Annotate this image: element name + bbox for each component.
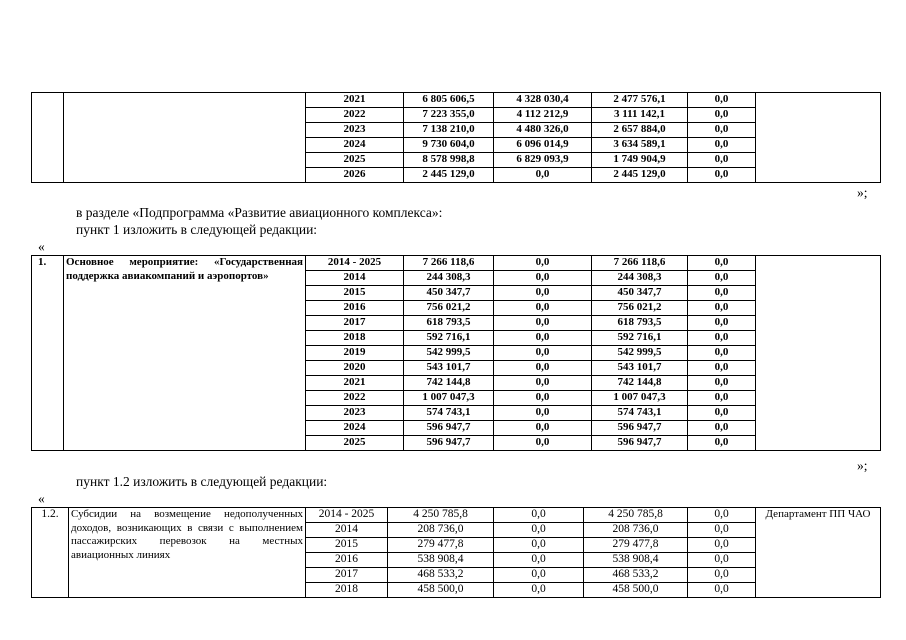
total-cell: 1 007 047,3 bbox=[404, 391, 494, 406]
other-cell: 0,0 bbox=[688, 108, 756, 123]
regional-cell: 3 634 589,1 bbox=[592, 138, 688, 153]
other-cell: 0,0 bbox=[688, 391, 756, 406]
other-cell: 0,0 bbox=[688, 523, 756, 538]
regional-cell: 458 500,0 bbox=[584, 583, 688, 598]
other-cell: 0,0 bbox=[688, 301, 756, 316]
year-cell: 2021 bbox=[306, 93, 404, 108]
opening-quote: « bbox=[38, 491, 45, 506]
total-cell: 574 743,1 bbox=[404, 406, 494, 421]
other-cell: 0,0 bbox=[688, 553, 756, 568]
regional-cell: 596 947,7 bbox=[592, 421, 688, 436]
regional-cell: 1 007 047,3 bbox=[592, 391, 688, 406]
other-cell: 0,0 bbox=[688, 568, 756, 583]
regional-cell: 596 947,7 bbox=[592, 436, 688, 451]
total-cell: 596 947,7 bbox=[404, 436, 494, 451]
other-cell: 0,0 bbox=[688, 538, 756, 553]
total-cell: 538 908,4 bbox=[388, 553, 494, 568]
federal-cell: 0,0 bbox=[494, 538, 584, 553]
year-cell: 2014 bbox=[306, 271, 404, 286]
federal-cell: 0,0 bbox=[494, 376, 592, 391]
federal-cell: 0,0 bbox=[494, 346, 592, 361]
total-cell: 2 445 129,0 bbox=[404, 168, 494, 183]
table-row bbox=[32, 508, 881, 523]
year-cell: 2023 bbox=[306, 406, 404, 421]
total-cell: 7 138 210,0 bbox=[404, 123, 494, 138]
section-instruction: в разделе «Подпрограмма «Развитие авиационного комплекса»: bbox=[76, 205, 443, 220]
other-cell: 0,0 bbox=[688, 406, 756, 421]
other-cell: 0,0 bbox=[688, 361, 756, 376]
regional-cell: 450 347,7 bbox=[592, 286, 688, 301]
total-cell: 7 266 118,6 bbox=[404, 256, 494, 271]
total-cell: 468 533,2 bbox=[388, 568, 494, 583]
federal-cell: 0,0 bbox=[494, 421, 592, 436]
federal-cell: 0,0 bbox=[494, 301, 592, 316]
federal-cell: 4 112 212,9 bbox=[494, 108, 592, 123]
year-cell: 2018 bbox=[306, 583, 388, 598]
regional-cell: 468 533,2 bbox=[584, 568, 688, 583]
federal-cell: 0,0 bbox=[494, 508, 584, 523]
executor-cell bbox=[756, 256, 881, 451]
total-cell: 542 999,5 bbox=[404, 346, 494, 361]
regional-cell: 542 999,5 bbox=[592, 346, 688, 361]
funding-table-continuation bbox=[31, 92, 881, 183]
year-cell: 2018 bbox=[306, 331, 404, 346]
regional-cell: 618 793,5 bbox=[592, 316, 688, 331]
regional-cell: 4 250 785,8 bbox=[584, 508, 688, 523]
federal-cell: 0,0 bbox=[494, 256, 592, 271]
year-cell: 2014 - 2025 bbox=[306, 256, 404, 271]
federal-cell: 0,0 bbox=[494, 583, 584, 598]
total-cell: 592 716,1 bbox=[404, 331, 494, 346]
federal-cell: 0,0 bbox=[494, 286, 592, 301]
year-cell: 2023 bbox=[306, 123, 404, 138]
table-row bbox=[32, 93, 881, 108]
regional-cell: 742 144,8 bbox=[592, 376, 688, 391]
year-cell: 2026 bbox=[306, 168, 404, 183]
year-cell: 2022 bbox=[306, 108, 404, 123]
year-cell: 2017 bbox=[306, 568, 388, 583]
federal-cell: 4 328 030,4 bbox=[494, 93, 592, 108]
total-cell: 6 805 606,5 bbox=[404, 93, 494, 108]
total-cell: 543 101,7 bbox=[404, 361, 494, 376]
other-cell: 0,0 bbox=[688, 153, 756, 168]
regional-cell: 2 477 576,1 bbox=[592, 93, 688, 108]
year-cell: 2022 bbox=[306, 391, 404, 406]
federal-cell: 0,0 bbox=[494, 406, 592, 421]
year-cell: 2025 bbox=[306, 436, 404, 451]
year-cell: 2024 bbox=[306, 138, 404, 153]
year-cell: 2021 bbox=[306, 376, 404, 391]
item-name: Основное мероприятие: «Государственная поддержка авиакомпаний и аэропортов» bbox=[64, 256, 306, 451]
item-name bbox=[64, 93, 306, 183]
executor-cell bbox=[756, 93, 881, 183]
year-cell: 2015 bbox=[306, 538, 388, 553]
federal-cell: 6 096 014,9 bbox=[494, 138, 592, 153]
other-cell: 0,0 bbox=[688, 421, 756, 436]
total-cell: 208 736,0 bbox=[388, 523, 494, 538]
federal-cell: 0,0 bbox=[494, 553, 584, 568]
regional-cell: 2 657 884,0 bbox=[592, 123, 688, 138]
total-cell: 742 144,8 bbox=[404, 376, 494, 391]
other-cell: 0,0 bbox=[688, 316, 756, 331]
year-cell: 2020 bbox=[306, 361, 404, 376]
federal-cell: 0,0 bbox=[494, 361, 592, 376]
year-cell: 2016 bbox=[306, 301, 404, 316]
year-cell: 2019 bbox=[306, 346, 404, 361]
other-cell: 0,0 bbox=[688, 583, 756, 598]
total-cell: 244 308,3 bbox=[404, 271, 494, 286]
item-index bbox=[32, 93, 64, 183]
year-cell: 2025 bbox=[306, 153, 404, 168]
other-cell: 0,0 bbox=[688, 256, 756, 271]
regional-cell: 208 736,0 bbox=[584, 523, 688, 538]
regional-cell: 1 749 904,9 bbox=[592, 153, 688, 168]
regional-cell: 7 266 118,6 bbox=[592, 256, 688, 271]
total-cell: 450 347,7 bbox=[404, 286, 494, 301]
regional-cell: 543 101,7 bbox=[592, 361, 688, 376]
total-cell: 4 250 785,8 bbox=[388, 508, 494, 523]
total-cell: 9 730 604,0 bbox=[404, 138, 494, 153]
federal-cell: 0,0 bbox=[494, 316, 592, 331]
federal-cell: 4 480 326,0 bbox=[494, 123, 592, 138]
year-cell: 2014 bbox=[306, 523, 388, 538]
item-instruction: пункт 1.2 изложить в следующей редакции: bbox=[76, 474, 328, 489]
other-cell: 0,0 bbox=[688, 93, 756, 108]
federal-cell: 0,0 bbox=[494, 568, 584, 583]
subsidy-table bbox=[31, 507, 881, 598]
opening-quote: « bbox=[38, 239, 45, 254]
closing-quote: »; bbox=[857, 458, 868, 473]
regional-cell: 279 477,8 bbox=[584, 538, 688, 553]
total-cell: 618 793,5 bbox=[404, 316, 494, 331]
other-cell: 0,0 bbox=[688, 123, 756, 138]
executor-cell: Департамент ПП ЧАО bbox=[756, 508, 881, 598]
federal-cell: 0,0 bbox=[494, 331, 592, 346]
federal-cell: 6 829 093,9 bbox=[494, 153, 592, 168]
item-index: 1.2. bbox=[32, 508, 69, 598]
year-cell: 2014 - 2025 bbox=[306, 508, 388, 523]
federal-cell: 0,0 bbox=[494, 271, 592, 286]
total-cell: 458 500,0 bbox=[388, 583, 494, 598]
regional-cell: 756 021,2 bbox=[592, 301, 688, 316]
other-cell: 0,0 bbox=[688, 271, 756, 286]
other-cell: 0,0 bbox=[688, 346, 756, 361]
other-cell: 0,0 bbox=[688, 376, 756, 391]
other-cell: 0,0 bbox=[688, 508, 756, 523]
regional-cell: 3 111 142,1 bbox=[592, 108, 688, 123]
item-name: Субсидии на возмещение недополученных доходов, возникающих в связи с выполнением пассажирских перевозок на местных авиационных линиях bbox=[69, 508, 306, 598]
regional-cell: 2 445 129,0 bbox=[592, 168, 688, 183]
item-index: 1. bbox=[32, 256, 64, 451]
regional-cell: 574 743,1 bbox=[592, 406, 688, 421]
regional-cell: 592 716,1 bbox=[592, 331, 688, 346]
regional-cell: 244 308,3 bbox=[592, 271, 688, 286]
year-cell: 2017 bbox=[306, 316, 404, 331]
federal-cell: 0,0 bbox=[494, 523, 584, 538]
year-cell: 2024 bbox=[306, 421, 404, 436]
other-cell: 0,0 bbox=[688, 331, 756, 346]
closing-quote: »; bbox=[857, 185, 868, 200]
regional-cell: 538 908,4 bbox=[584, 553, 688, 568]
other-cell: 0,0 bbox=[688, 436, 756, 451]
federal-cell: 0,0 bbox=[494, 391, 592, 406]
table-row bbox=[32, 256, 881, 271]
other-cell: 0,0 bbox=[688, 168, 756, 183]
year-cell: 2015 bbox=[306, 286, 404, 301]
total-cell: 279 477,8 bbox=[388, 538, 494, 553]
total-cell: 7 223 355,0 bbox=[404, 108, 494, 123]
other-cell: 0,0 bbox=[688, 286, 756, 301]
total-cell: 756 021,2 bbox=[404, 301, 494, 316]
federal-cell: 0,0 bbox=[494, 436, 592, 451]
federal-cell: 0,0 bbox=[494, 168, 592, 183]
total-cell: 8 578 998,8 bbox=[404, 153, 494, 168]
other-cell: 0,0 bbox=[688, 138, 756, 153]
item-instruction: пункт 1 изложить в следующей редакции: bbox=[76, 222, 318, 237]
total-cell: 596 947,7 bbox=[404, 421, 494, 436]
main-activity-table bbox=[31, 255, 881, 451]
year-cell: 2016 bbox=[306, 553, 388, 568]
